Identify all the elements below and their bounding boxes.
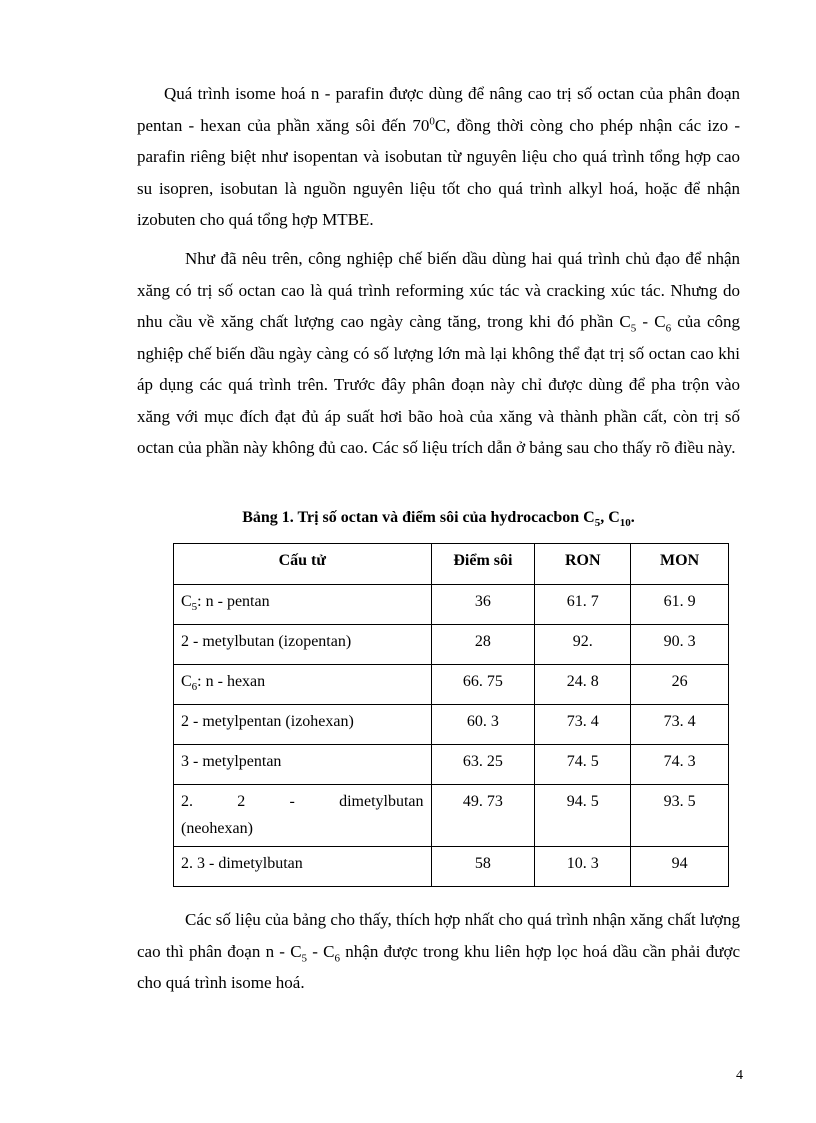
- cell-ron: 10. 3: [535, 847, 631, 887]
- cell-boiling-point: 63. 25: [431, 745, 535, 785]
- header-boiling-point: Điểm sôi: [431, 544, 535, 585]
- cell-ron: 61. 7: [535, 585, 631, 625]
- cell-mon: 61. 9: [631, 585, 729, 625]
- cell-mon: 74. 3: [631, 745, 729, 785]
- cell-boiling-point: 49. 73: [431, 785, 535, 847]
- component-name-line2: (neohexan): [181, 820, 253, 837]
- cell-boiling-point: 28: [431, 625, 535, 665]
- cell-boiling-point: 60. 3: [431, 705, 535, 745]
- cell-ron: 92.: [535, 625, 631, 665]
- paragraph-conclusion: Các số liệu của bảng cho thấy, thích hợp nhất cho quá trình nhận xăng chất lượng cao thì phân đoạn n - $C_5 - C_6$ nhận được trong khu liên hợp lọc hoá dầu cần phải được cho quá trình isome hoá.: [137, 910, 740, 992]
- table-row: [174, 785, 729, 847]
- cell-boiling-point: 58: [431, 847, 535, 887]
- cell-mon: 94: [631, 847, 729, 887]
- table-caption: Bảng 1. Trị số octan và điểm sôi của hydrocacbon $C_5$, $C_{10}$.: [242, 509, 635, 530]
- cell-boiling-point: 36: [431, 585, 535, 625]
- header-mon: MON: [631, 544, 729, 585]
- table-row: [174, 585, 729, 625]
- cell-component: 3 - metylpentan: [174, 745, 432, 785]
- cell-component: 2. 3 - dimetylbutan: [174, 847, 432, 887]
- cell-component: 2 - metylbutan (izopentan): [174, 625, 432, 665]
- cell-ron: 74. 5: [535, 745, 631, 785]
- octane-boiling-table: [173, 543, 729, 887]
- cell-ron: 94. 5: [535, 785, 631, 847]
- table-row: [174, 705, 729, 745]
- cell-component: 2 - metylpentan (izohexan): [174, 705, 432, 745]
- paragraph-isomerization-intro: Quá trình isome hoá n - parafin được dùng để nâng cao trị số octan của phân đoạn pentan - hexan của phần xăng sôi đến $70^0C$, đồng thời còng cho phép nhận các izo - parafin riêng biệt như isopentan và isobutan từ nguyên liệu cho quá trình tổng hợp cao su isopren, isobutan là nguồn nguyên liệu tốt cho quá trình alkyl hoá, hoặc để nhận izobuten cho quá tổng hợp MTBE.: [137, 84, 740, 229]
- cell-mon: 90. 3: [631, 625, 729, 665]
- table-header-row: [174, 544, 729, 585]
- cell-mon: 26: [631, 665, 729, 705]
- header-component: Cấu tử: [174, 544, 432, 585]
- cell-ron: 24. 8: [535, 665, 631, 705]
- cell-mon: 93. 5: [631, 785, 729, 847]
- cell-component: $C_5$: n - pentan: [174, 585, 432, 625]
- table-row: [174, 625, 729, 665]
- page-number: 4: [736, 1068, 743, 1083]
- table-row: [174, 665, 729, 705]
- component-name-line1: 2. 2 - dimetylbutan: [181, 793, 424, 810]
- cell-component: [174, 785, 432, 847]
- table-row: [174, 745, 729, 785]
- paragraph-octan-need: Như đã nêu trên, công nghiệp chế biến dầu dùng hai quá trình chủ đạo để nhận xăng có trị số octan cao là quá trình reforming xúc tác và cracking xúc tác. Nhưng do nhu cầu về xăng chất lượng cao ngày càng tăng, trong khi đó phần $C_5 - C_6$ của công nghiệp chế biến dầu ngày càng có số lượng lớn mà lại không thể đạt trị số octan cao khi áp dụng các quá trình trên. Trước đây phân đoạn này chỉ được dùng để pha trộn vào xăng với mục đích đạt đủ áp suất hơi bão hoà của xăng và thành phần cất, còn trị số octan của phần này không đủ cao. Các số liệu trích dẫn ở bảng sau cho thấy rõ điều này.: [137, 249, 740, 457]
- cell-ron: 73. 4: [535, 705, 631, 745]
- table-row: [174, 847, 729, 887]
- cell-component: $C_6$: n - hexan: [174, 665, 432, 705]
- header-ron: RON: [535, 544, 631, 585]
- cell-boiling-point: 66. 75: [431, 665, 535, 705]
- cell-mon: 73. 4: [631, 705, 729, 745]
